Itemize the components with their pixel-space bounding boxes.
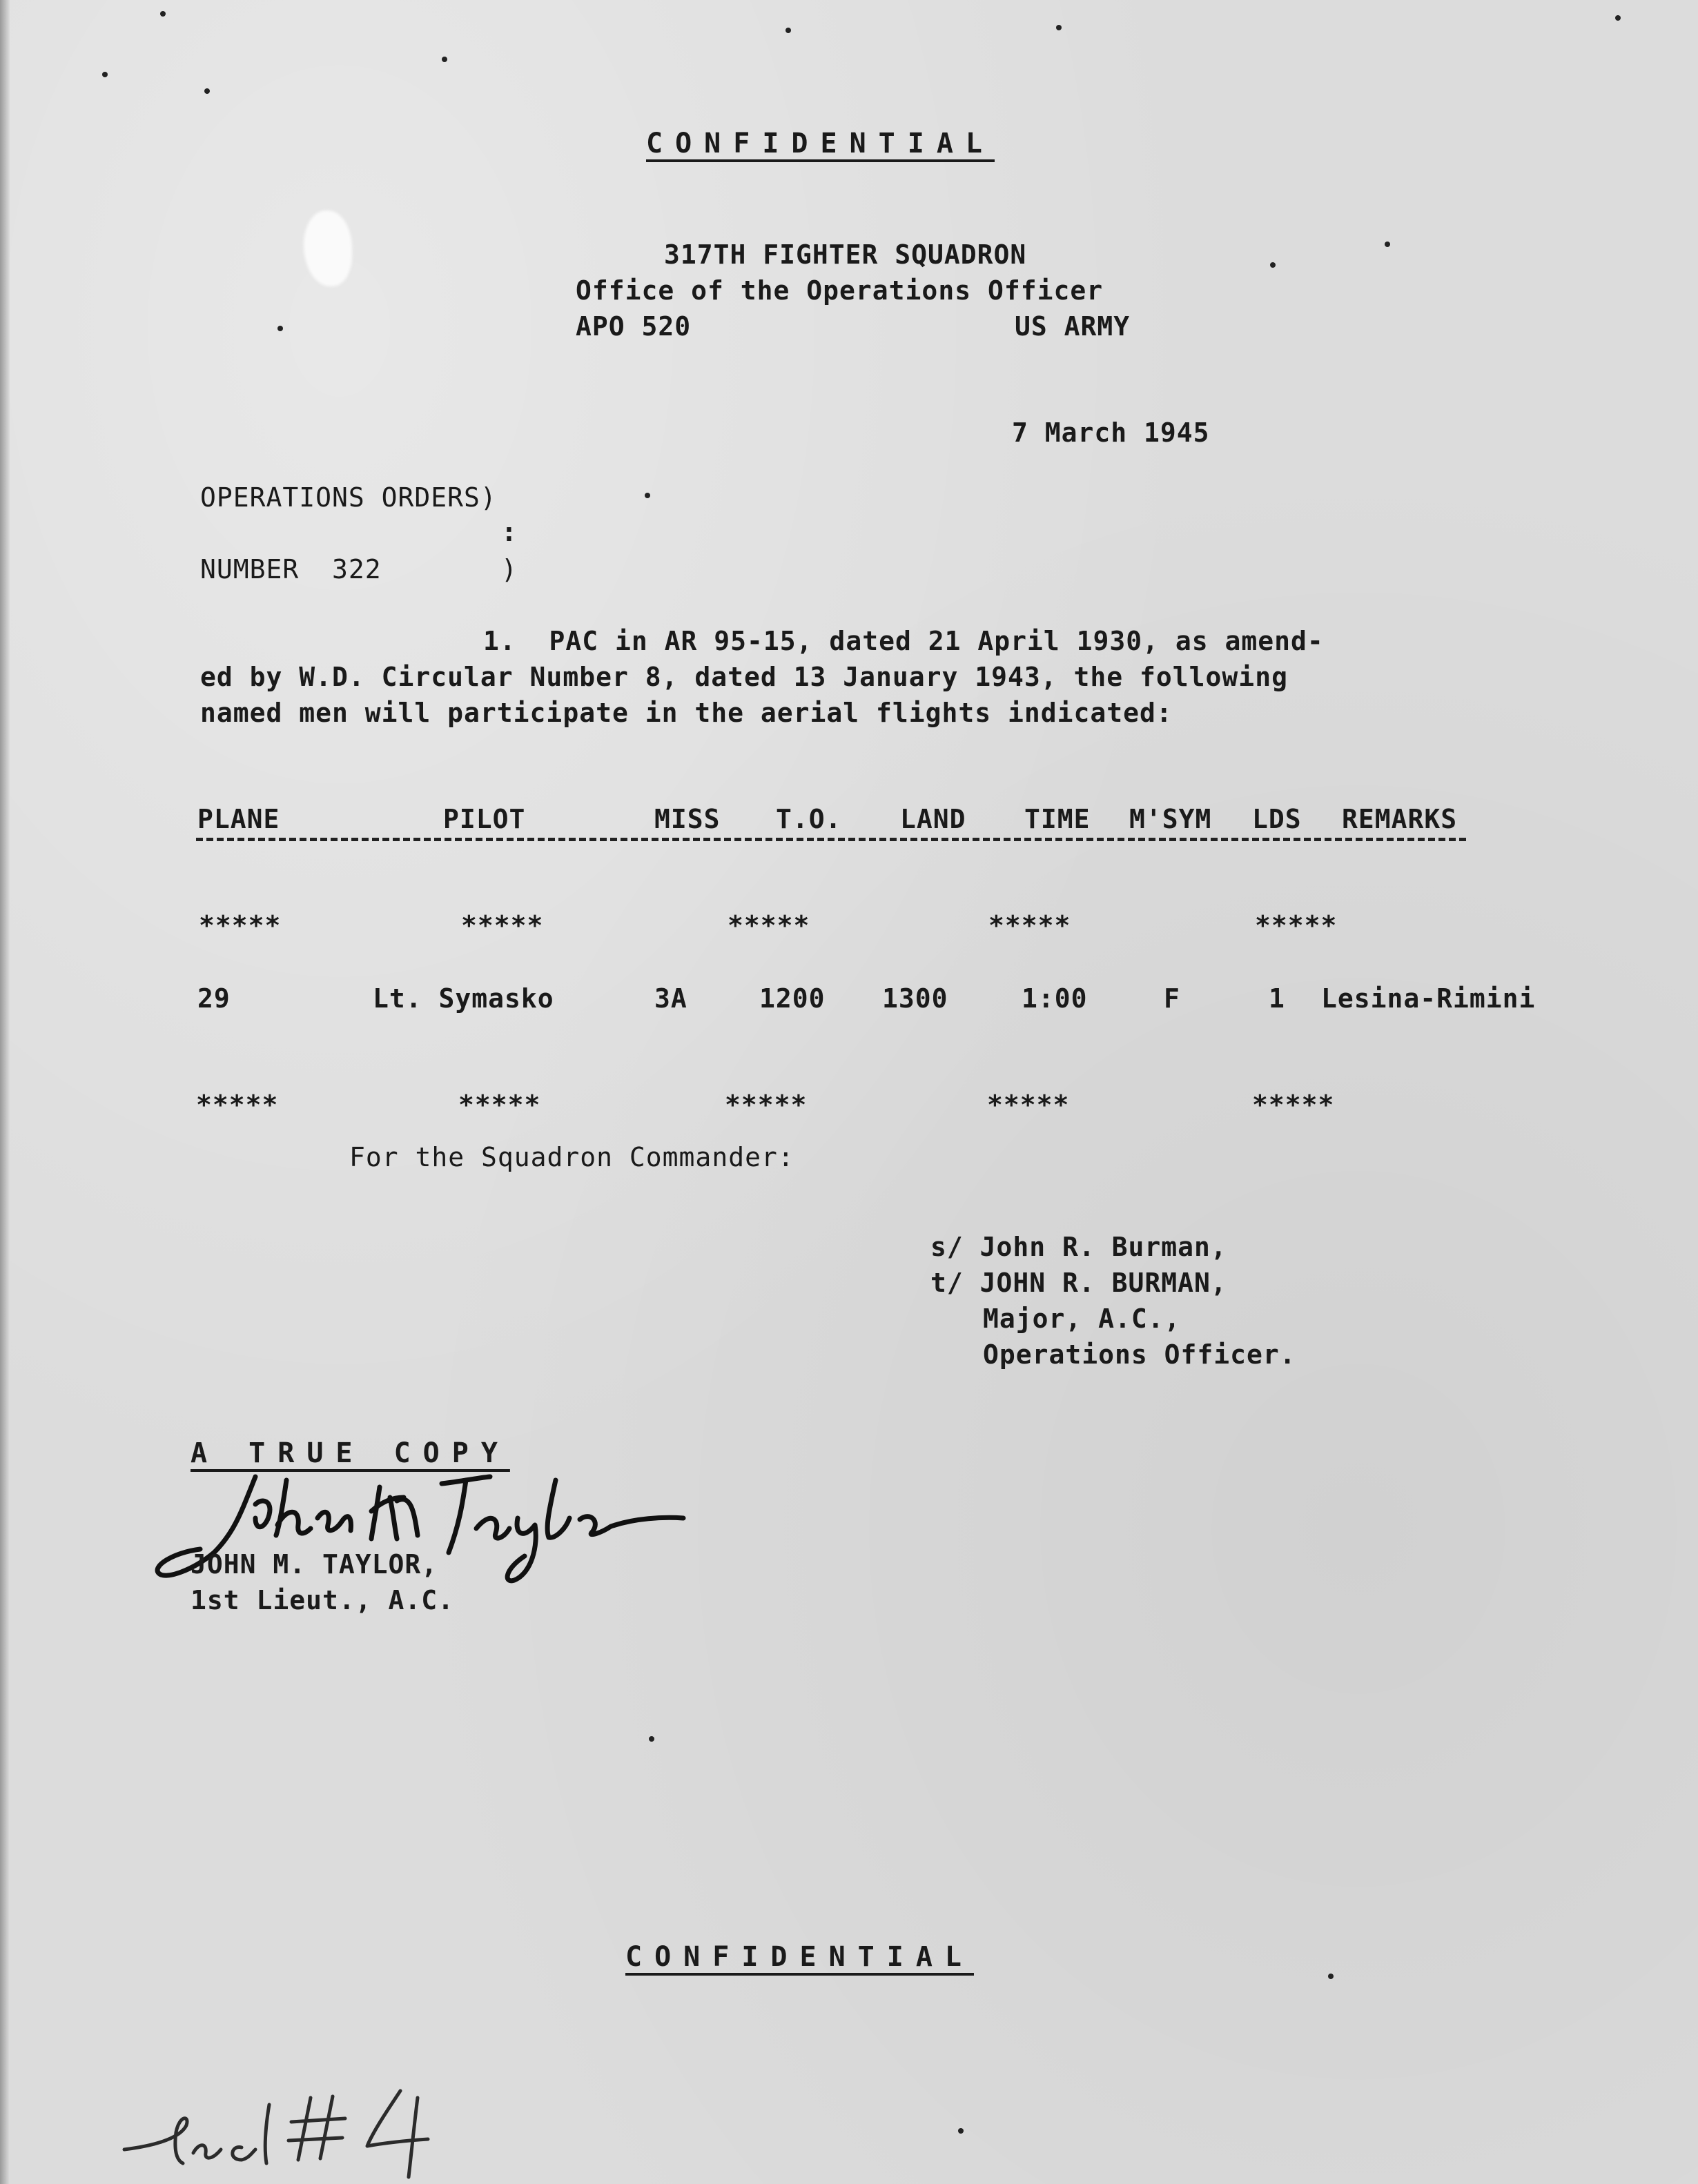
col-header-msym: M'SYM [1129,804,1212,834]
separator-stars: ***** [1252,1090,1335,1120]
dust-speck [442,57,447,62]
signature-s-line: s/ John R. Burman, [930,1232,1227,1262]
paper-blemish [304,210,352,286]
separator-stars: ***** [1255,910,1338,941]
for-commander-line: For the Squadron Commander: [349,1142,794,1172]
col-header-land: LAND [900,804,966,834]
dust-speck [785,28,791,33]
cell-msym: F [1164,983,1180,1014]
separator-stars: ***** [461,910,544,941]
document-date: 7 March 1945 [1012,417,1210,448]
cell-plane: 29 [197,983,231,1014]
dust-speck [160,11,166,17]
signer-title: Operations Officer. [983,1339,1296,1370]
dust-speck [1385,242,1390,247]
col-header-pilot: PILOT [443,804,526,834]
cell-lds: 1 [1269,983,1285,1014]
dust-speck [102,72,108,77]
true-copy-heading: A TRUE COPY [191,1437,510,1469]
col-header-time: TIME [1024,804,1091,834]
unit-name: 317TH FIGHTER SQUADRON [664,239,1027,270]
paragraph-line-1: 1. PAC in AR 95-15, dated 21 April 1930, as amend- [483,626,1324,656]
army-label: US ARMY [1015,311,1131,342]
page-edge-shadow [0,0,10,2184]
true-copy-rank: 1st Lieut., A.C. [191,1585,455,1615]
dust-speck [1615,15,1621,21]
cell-remarks: Lesina-Rimini [1321,983,1536,1014]
apo-number: APO 520 [576,311,692,342]
separator-stars: ***** [458,1090,541,1120]
separator-stars: ***** [199,910,282,941]
dust-speck [645,493,650,498]
orders-number: NUMBER 322 [200,554,382,584]
separator-stars: ***** [987,1090,1070,1120]
orders-label: OPERATIONS ORDERS) [200,482,497,513]
dust-speck [1270,262,1276,268]
separator-stars: ***** [728,910,810,941]
dust-speck [649,1736,654,1742]
table-header-rule [196,838,1466,841]
cell-time: 1:00 [1022,983,1088,1014]
separator-stars: ***** [725,1090,808,1120]
cell-land: 1300 [882,983,948,1014]
dust-speck [204,88,210,94]
cell-pilot: Lt. Symasko [373,983,554,1014]
col-header-miss: MISS [654,804,721,834]
col-header-plane: PLANE [197,804,280,834]
cell-miss: 3A [654,983,687,1014]
orders-paren: ) [501,554,518,584]
paragraph-line-2: ed by W.D. Circular Number 8, dated 13 January 1943, the following [200,662,1288,692]
col-header-to: T.O. [776,804,842,834]
office-name: Office of the Operations Officer [576,275,1104,306]
handwritten-enclosure-note [110,2084,469,2184]
classification-top: CONFIDENTIAL [646,128,995,159]
true-copy-name: JOHN M. TAYLOR, [191,1549,438,1580]
dust-speck [1056,25,1062,30]
orders-colon: : [501,517,518,547]
separator-stars: ***** [196,1090,279,1120]
col-header-lds: LDS [1252,804,1302,834]
separator-stars: ***** [988,910,1071,941]
dust-speck [958,2128,964,2134]
paragraph-line-3: named men will participate in the aerial flights indicated: [200,698,1173,728]
col-header-remarks: REMARKS [1342,804,1458,834]
signature-t-line: t/ JOHN R. BURMAN, [930,1268,1227,1298]
cell-to: 1200 [759,983,826,1014]
dust-speck [277,326,283,331]
classification-bottom: CONFIDENTIAL [625,1941,974,1973]
dust-speck [1328,1974,1334,1979]
signer-rank: Major, A.C., [983,1303,1181,1334]
